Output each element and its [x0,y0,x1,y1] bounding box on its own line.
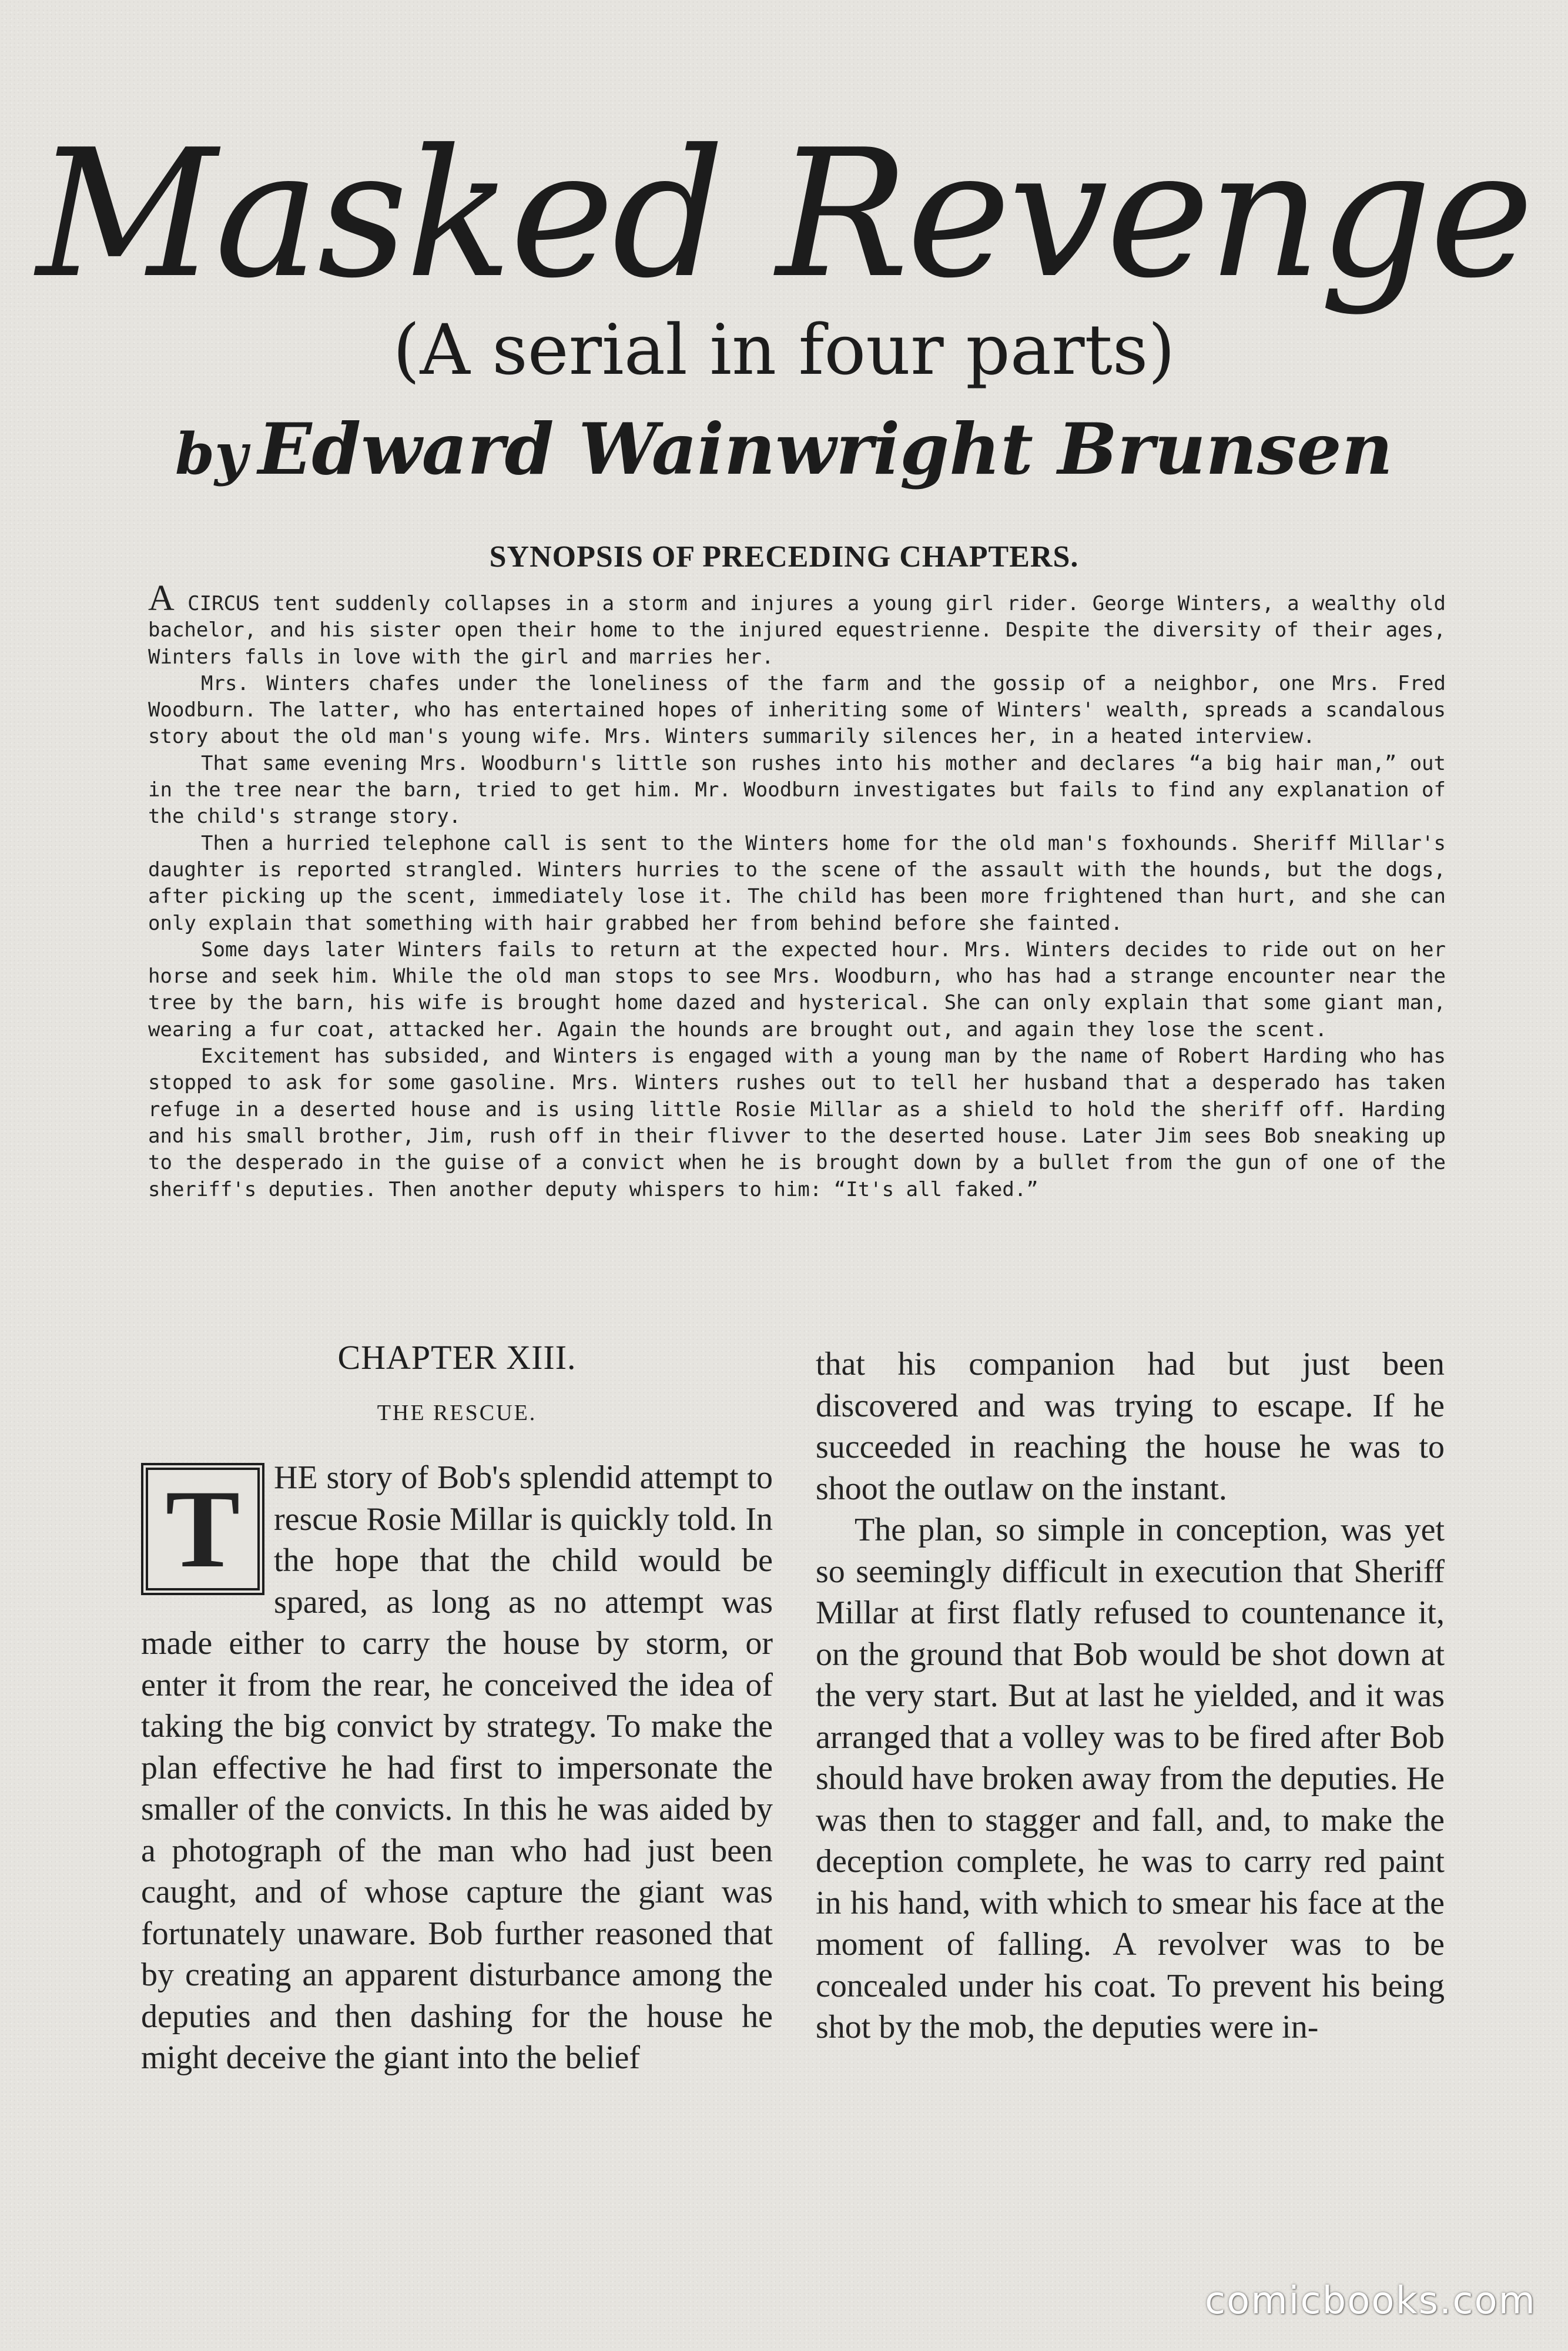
story-title: Masked Revenge [36,112,1532,317]
chapter-body-left-text: HE story of Bob's splendid attempt to rescue Rosie Millar is quickly told. In the hope that the child would be spared, as long as no attempt was made either to carry the house by storm, or enter it from the rear, he conceived the idea of taking the big convict by strategy. To make the plan effective he had first to impersonate the smaller of the convicts. In this he was aided by a photograph of the man who had just been caught, and of whose capture the giant was fortunately unaware. Bob further reasoned that by creating an apparent disturbance among the deputies and then dashing for the house he might deceive the giant into the belief [141,1459,773,2076]
chapter-body-left [141,1457,773,2079]
synopsis-heading: SYNOPSIS OF PRECEDING CHAPTERS. [489,540,1079,574]
synopsis-paragraph: Mrs. Winters chafes under the loneliness of the farm and the gossip of a neighbor, one Mrs. Fred Woodburn. The latter, who has entertained hopes of inheriting some of Winters' wealth, spreads a scandalous story about the old man's young wife. Mrs. Winters summarily silences her, in a heated interview. [148,671,1446,749]
synopsis-paragraph: Some days later Winters fails to return at the expected hour. Mrs. Winters decides to ride out on her horse and seek him. While the old man stops to see Mrs. Woodburn, who has had a strange encounter near the tree by the barn, his wife is brought home dazed and hysterical. She can only explain that some giant man, wearing a fur coat, attacked her. Again the hounds are brought out, and again they lose the scent. [148,937,1446,1041]
synopsis-initial: A [148,578,175,618]
drop-cap: T [141,1463,264,1595]
synopsis-paragraph: That same evening Mrs. Woodburn's little son rushes into his mother and declares “a big hair man,” out in the tree near the barn, tried to get him. Mr. Woodburn investigates but fails to find any explanation of the child's strange story. [148,751,1446,829]
chapter-paragraph: The plan, so simple in conception, was yet so seemingly difficult in execution that Sheriff Millar at first flatly refused to countenance it, on the ground that Bob would be shot down at the very start. But at last he yielded, and it was arranged that a volley was to be fired after Bob should have broken away from the deputies. He was then to stagger and fall, and, to make the deception complete, he was to carry red paint in his hand, with which to smear his face at the moment of falling. A revolver was to be concealed under his coat. To prevent his being shot by the mob, the deputies were in- [816,1512,1445,2045]
synopsis-paragraph-text: CIRCUS tent suddenly collapses in a storm and injures a young girl rider. George Winters, a wealthy old bachelor, and his sister open their home to the injured equestrienne. Despite the diversity of their ages, Winters falls in love with the girl and marries her. [148,592,1446,669]
synopsis-text [148,578,1446,1203]
synopsis-paragraph [148,578,1446,671]
story-subtitle: (A serial in four parts) [393,309,1175,390]
synopsis-paragraph: Then a hurried telephone call is sent to the Winters home for the old man's foxhounds. Sheriff Millar's daughter is reported strangled. Winters hurries to the scene of the assault with the hounds, but the dogs, after picking up the scent, immediately lose it. The child has been more frightened than hurt, and she can only explain that something with hair grabbed her from behind before she fainted. [148,831,1446,935]
chapter-column-left [141,1334,773,2079]
chapter-subheading: THE RESCUE. [377,1401,537,1425]
watermark: comicbooks.com [1204,2279,1536,2323]
author-name: Edward Wainwright Brunsen [257,408,1393,491]
chapter-heading: CHAPTER XIII. [337,1338,577,1377]
byline-prefix: by [175,421,247,487]
byline [0,406,1568,494]
synopsis-paragraph: Excitement has subsided, and Winters is engaged with a young man by the name of Robert Harding who has stopped to ask for some gasoline. Mrs. Winters rushes out to tell her husband that a desperado has taken refuge in a deserted house and is using little Rosie Millar as a shield to hold the sheriff off. Harding and his small brother, Jim, rush off in their flivver to the deserted house. Later Jim sees Bob sneaking up to the desperado in the guise of a convict when he is brought down by a bullet from the gun of one of the sheriff's deputies. Then another deputy whispers to him: “It's all faked.” [148,1044,1446,1201]
chapter-column-right [816,1344,1445,2048]
chapter-paragraph: that his companion had but just been discovered and was trying to escape. If he succeeded in reaching the house he was to shoot the outlaw on the instant. [816,1346,1445,1507]
